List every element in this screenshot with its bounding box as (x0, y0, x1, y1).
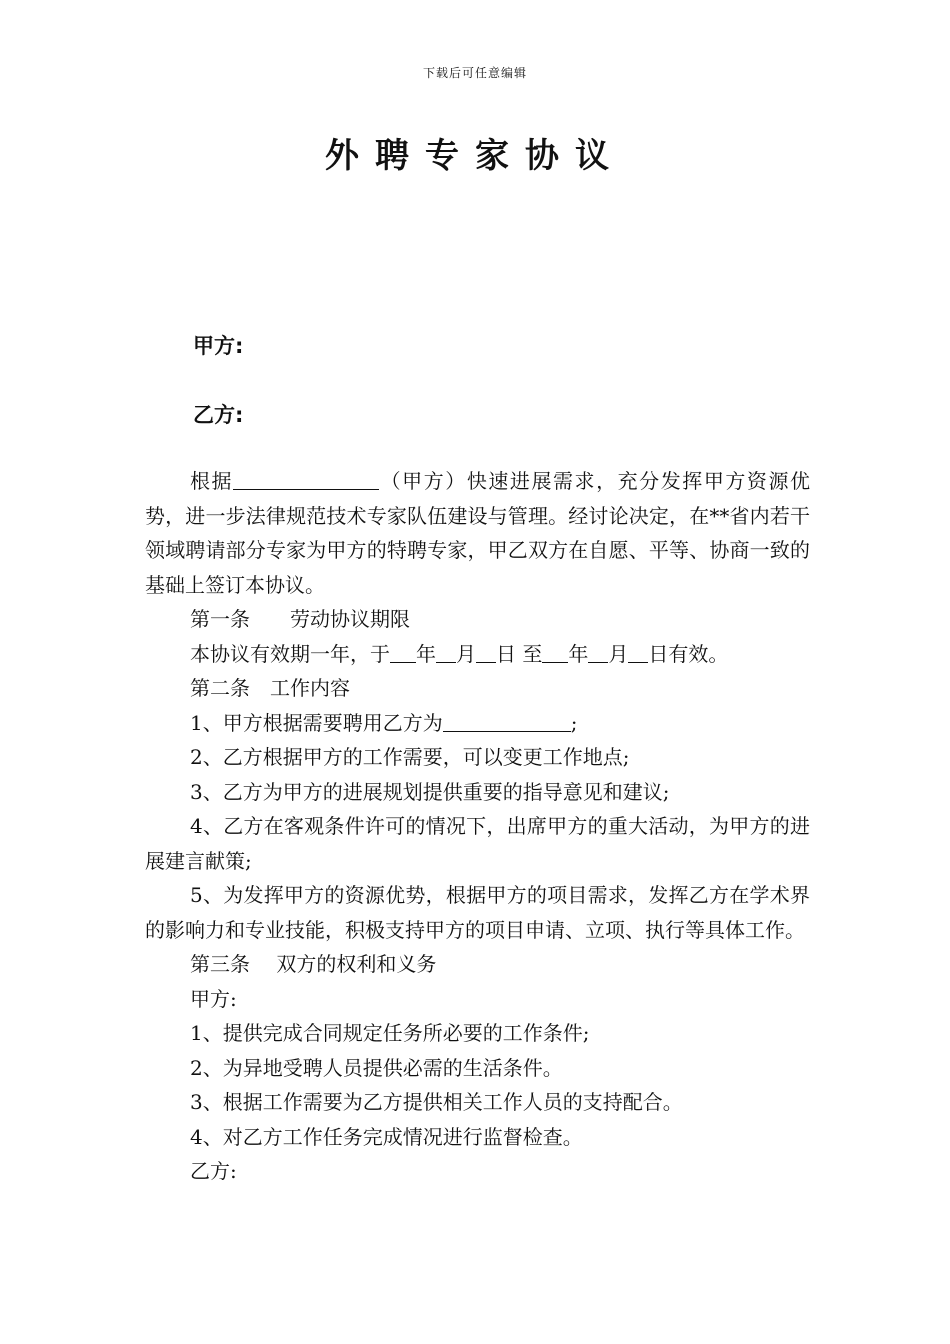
party-a-duty-1: 1、提供完成合同规定任务所必要的工作条件; (190, 1021, 590, 1045)
work-item-1-text: 1、甲方根据需要聘用乙方为 (190, 710, 443, 735)
position-blank (443, 709, 571, 732)
party-a-duty-2: 2、为异地受聘人员提供必需的生活条件。 (190, 1055, 563, 1080)
party-a-duty-3: 3、根据工作需要为乙方提供相关工作人员的支持配合。 (190, 1090, 683, 1114)
work-item-5: 5、为发挥甲方的资源优势，根据甲方的项目需求，发挥乙方在学术界的影响力和专业技能，积极支持甲方的项目申请、立项、执行等具体工作。 (145, 883, 810, 942)
end-year-blank (542, 640, 568, 663)
party-a-name-blank (233, 467, 379, 490)
intro-text-end: （甲方）快速进展需求，充分发挥甲方资源优势，进一步法律规范技术专家队伍建设与管理。经讨论决定，在**省内若干领域聘请部分专家为甲方的特聘专家，甲乙双方在自愿、平等、协商一致的基础上签订本协议。 (145, 469, 811, 597)
work-item-3: 3、乙方为甲方的进展规划提供重要的指导意见和建议; (190, 779, 670, 804)
term-text: 本协议有效期一年，于 (190, 641, 390, 666)
start-month-blank (436, 640, 456, 663)
work-item-4: 4、乙方在客观条件许可的情况下，出席甲方的重大活动，为甲方的进展建言献策; (145, 814, 810, 873)
party-b-label: 乙方: (190, 1159, 237, 1183)
day-label: 日有效。 (648, 641, 729, 666)
year-label: 年 (416, 641, 436, 666)
article-3-heading: 第三条 双方的权利和义务 (190, 952, 437, 976)
agreement-body (145, 464, 810, 1189)
work-item-1 (145, 706, 810, 741)
work-item-2: 2、乙方根据甲方的工作需要，可以变更工作地点; (190, 745, 630, 769)
term-paragraph (145, 637, 810, 672)
month-label: 月 (608, 641, 629, 666)
document-title: 外聘专家协议 (325, 136, 625, 176)
year-label: 年 (568, 641, 589, 666)
party-a-duty-4: 4、对乙方工作任务完成情况进行监督检查。 (190, 1124, 583, 1149)
end-day-blank (628, 640, 648, 663)
day-label: 日 至 (496, 641, 543, 666)
party-a-field: 甲方: (193, 334, 244, 358)
month-label: 月 (456, 641, 476, 666)
intro-text-start: 根据 (190, 469, 234, 493)
party-a-label: 甲方: (190, 986, 237, 1011)
article-1-heading: 第一条 劳动协议期限 (190, 607, 410, 631)
end-month-blank (588, 640, 608, 663)
header-note: 下载后可任意编辑 (422, 66, 527, 80)
start-day-blank (476, 640, 496, 663)
work-item-1-end: ; (570, 710, 578, 735)
intro-paragraph (145, 464, 810, 602)
start-year-blank (390, 640, 416, 663)
article-2-heading: 第二条 工作内容 (190, 676, 350, 700)
party-b-field: 乙方: (193, 403, 244, 427)
